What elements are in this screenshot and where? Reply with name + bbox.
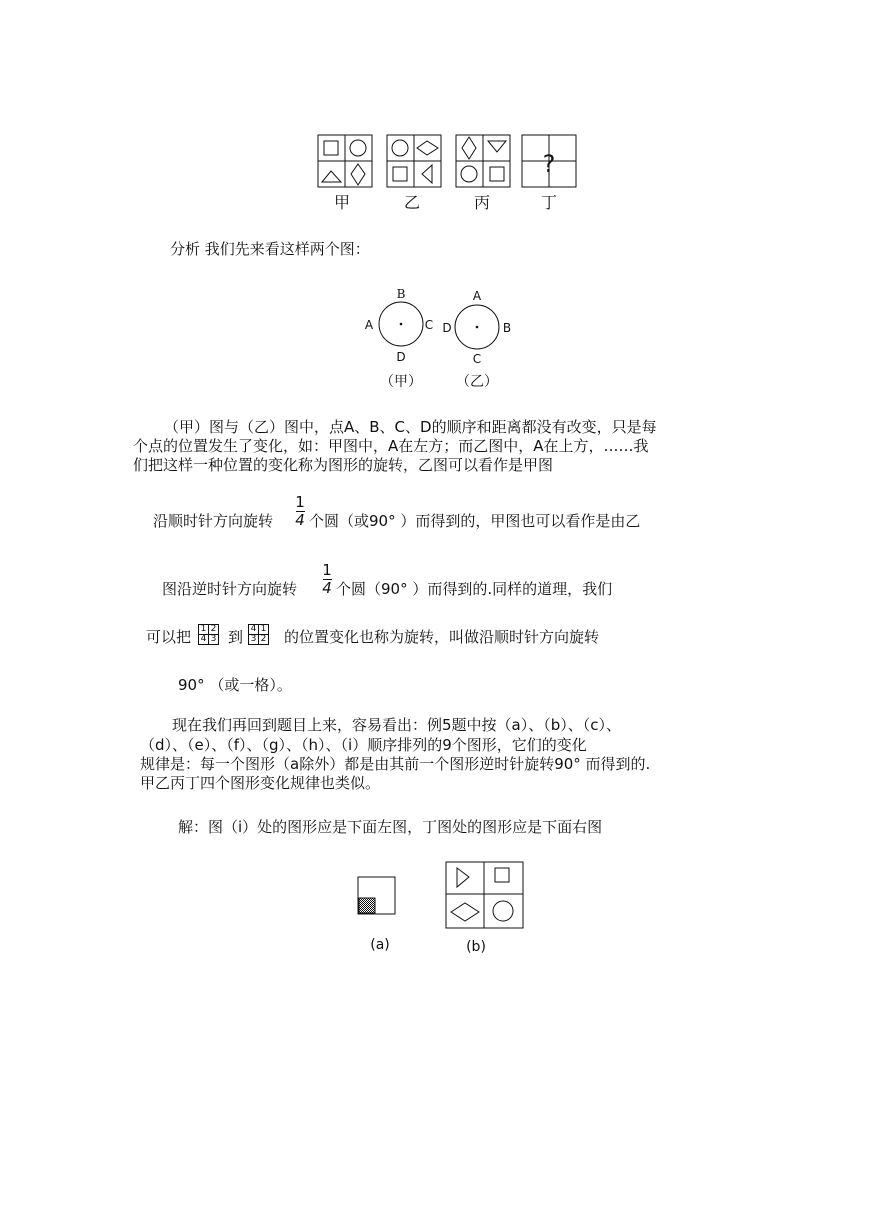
- label-jia: 甲: [333, 193, 351, 212]
- circle-shape: [493, 901, 513, 921]
- figure-jia: [318, 135, 372, 187]
- paragraph1-line2: 个点的位置发生了变化，如：甲图中，A在左方；而乙图中，A在上方，……我: [133, 437, 649, 455]
- figure-yi: [387, 135, 441, 187]
- svg-text:C: C: [472, 352, 482, 366]
- frac-line2-after: 个圆（90° ）而得到的.同样的道理，我们: [336, 580, 613, 598]
- svg-text:A: A: [472, 289, 482, 303]
- center-dot: [400, 323, 403, 326]
- top-figures: [310, 128, 585, 218]
- svg-text:A: A: [364, 318, 374, 332]
- svg-text:B: B: [396, 287, 406, 301]
- diamond-shape: [462, 137, 476, 159]
- grid-line-before: 可以把: [146, 628, 192, 646]
- question-mark: ?: [542, 150, 556, 178]
- caption-b: (b): [466, 939, 486, 955]
- solution-text: 解：图（i）处的图形应是下面左图，丁图处的图形应是下面右图: [178, 818, 603, 836]
- paragraph2-line1: 现在我们再回到题目上来，容易看出：例5题中按（a）、（b）、（c）、: [172, 716, 622, 734]
- svg-text:D: D: [442, 321, 452, 335]
- diamond-shape: [451, 903, 479, 921]
- paragraph1-line3: 们把这样一种位置的变化称为图形的旋转，乙图可以看作是甲图: [133, 456, 554, 474]
- answer-figure-a: [358, 877, 395, 953]
- circle-shape: [461, 166, 477, 182]
- frac-line1-before: 沿顺时针方向旋转: [153, 512, 274, 530]
- triangle-shape: [322, 171, 341, 182]
- center-dot: [476, 326, 479, 329]
- paragraph2-line4: 甲乙丙丁四个图形变化规律也类似。: [140, 774, 381, 792]
- square-shape: [495, 868, 509, 882]
- caption-a: (a): [370, 937, 390, 953]
- label-yi: 乙: [403, 193, 421, 212]
- paragraph2-line3: 规律是：每一个图形（a除外）都是由其前一个图形逆时针旋转90° 而得到的.: [140, 755, 651, 773]
- svg-text:B: B: [502, 321, 512, 335]
- grid-line-after: 的位置变化也称为旋转，叫做沿顺时针方向旋转: [284, 628, 600, 646]
- paragraph2-line2: （d）、（e）、（f）、（g）、（h）、（i）顺序排列的9个图形，它们的变化: [140, 736, 587, 754]
- square-shape: [393, 167, 407, 181]
- diamond-shape: [351, 164, 365, 185]
- figure-bing: [456, 135, 510, 187]
- fraction-one-quarter: 1 4: [322, 561, 332, 597]
- svg-text:D: D: [396, 350, 406, 364]
- caption-yi: （乙）: [456, 374, 498, 390]
- circle-shape: [350, 140, 366, 156]
- frac-line1-after: 个圆（或90° ）而得到的，甲图也可以看作是由乙: [309, 512, 641, 530]
- analysis-intro: 分析 我们先来看这样两个图：: [170, 240, 370, 258]
- circle-figures: [360, 282, 520, 394]
- diamond-shape: [417, 141, 438, 155]
- frac-line2-before: 图沿逆时针方向旋转: [162, 580, 298, 598]
- mini-grid-after: 4 1 3 2: [248, 624, 269, 645]
- paragraph1-line1: （甲）图与（乙）图中，点A、B、C、D的顺序和距离都没有改变，只是每: [164, 418, 657, 436]
- circle-jia: [365, 287, 433, 390]
- label-ding: 丁: [540, 193, 558, 212]
- triangle-shape: [457, 868, 469, 887]
- square-shape: [324, 141, 338, 155]
- shaded-square: [359, 898, 375, 913]
- svg-text:C: C: [424, 318, 434, 332]
- caption-jia: （甲）: [380, 374, 422, 390]
- answer-figures: [350, 860, 535, 960]
- triangle-shape: [488, 141, 506, 152]
- circle-yi: [442, 289, 511, 390]
- line-90: 90° （或一格）。: [178, 676, 292, 694]
- square-shape: [490, 167, 504, 181]
- circle-shape: [392, 140, 408, 156]
- triangle-shape: [422, 165, 432, 183]
- grid-line-middle: 到: [228, 628, 244, 646]
- label-bing: 丙: [473, 193, 491, 212]
- answer-figure-b: [446, 862, 523, 928]
- mini-grid-before: 1 2 4 3: [198, 624, 219, 645]
- fraction-one-quarter: 1 4: [295, 493, 305, 529]
